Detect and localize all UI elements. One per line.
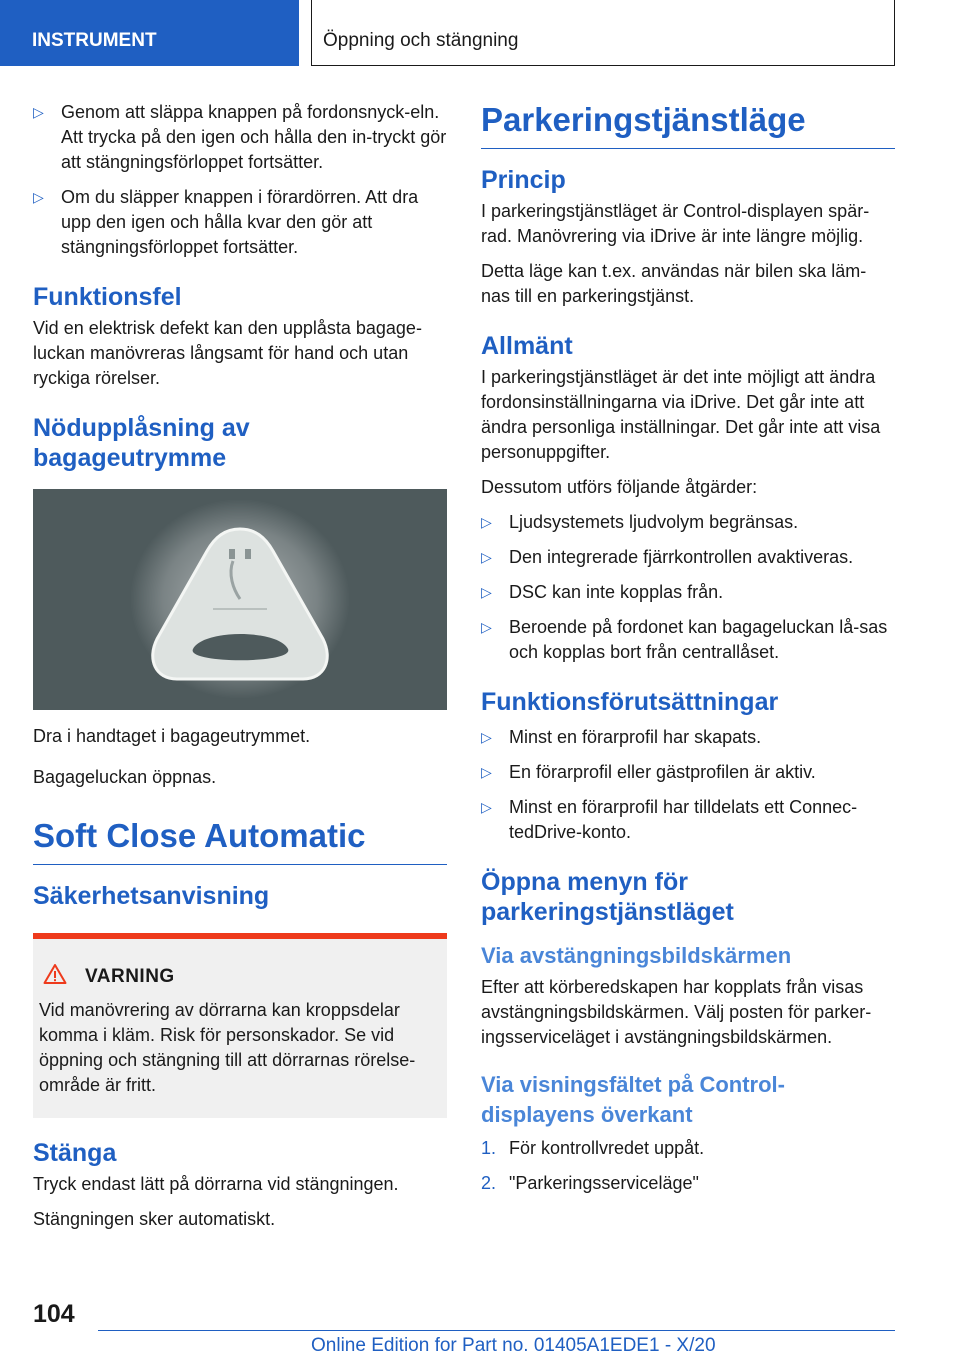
- bullet-triangle-icon: ▷: [33, 189, 44, 205]
- funktionsfel-text: Vid en elektrisk defekt kan den upplåsta bagage‐luckan manövreras långsamt för hand och utan ryckiga rörelser.: [33, 318, 422, 388]
- heading-via-avstangningsbildskarmen: Via avstängningsbildskärmen: [481, 943, 792, 968]
- princip-text-1: I parkeringstjänstläget är Control-displayen spär‐rad. Manövrering via iDrive är inte längre möjlig.: [481, 201, 870, 246]
- warning-header: [39, 963, 439, 990]
- via-avstangning-text: Efter att körberedskapen har kopplats från visas avstängningsbildskärmen. Välj posten för parker‐ingsserviceläget i avstängningsbildskärmen.: [481, 977, 872, 1047]
- nodupplasning-caption-2: Bagageluckan öppnas.: [33, 767, 217, 787]
- list-item-text: En förarprofil eller gästprofilen är aktiv.: [509, 762, 816, 782]
- right-column: [481, 100, 895, 1206]
- title-parkeringstjanstlage: Parkeringstjänstläge: [481, 100, 895, 149]
- footer-edition-text: Online Edition for Part no. 01405A1EDE1 - X/20: [311, 1335, 716, 1356]
- left-column: [33, 100, 447, 1242]
- chapter-title: Öppning och stängning: [323, 30, 519, 51]
- heading-via-visningsfaltet: Via visningsfältet på Control-displayens överkant: [481, 1072, 785, 1127]
- chapter-header: [311, 0, 895, 66]
- list-item: [33, 185, 447, 260]
- step-text: För kontrollvredet uppåt.: [509, 1138, 705, 1158]
- step-text: "Parkeringsserviceläge": [509, 1173, 699, 1193]
- allmant-text-1: I parkeringstjänstläget är det inte möjligt att ändra fordonsinställningarna via iDrive. Det går inte att ändra personliga inställningar. Det går inte att visa personuppgifter.: [481, 367, 881, 462]
- step-number: 1.: [481, 1138, 497, 1158]
- bullet-triangle-icon: ▷: [481, 619, 492, 635]
- nodupplasning-caption-1: Dra i handtaget i bagageutrymmet.: [33, 726, 311, 746]
- bullet-triangle-icon: ▷: [481, 799, 492, 815]
- bullet-triangle-icon: ▷: [481, 764, 492, 780]
- heading-nodupplasning: Nödupplåsning av bagageutrymme: [33, 414, 250, 472]
- heading-oppna-menyn: Öppna menyn för parkeringstjänstläget: [481, 868, 734, 926]
- bullet-triangle-icon: ▷: [481, 584, 492, 600]
- section-tab: [0, 0, 299, 66]
- page-number: 104: [33, 1300, 75, 1328]
- bullet-triangle-icon: ▷: [481, 729, 492, 745]
- list-item-text: Minst en förarprofil har tilldelats ett Connec‐tedDrive-konto.: [509, 797, 858, 842]
- step-number: 2.: [481, 1173, 497, 1193]
- warning-triangle-icon: [43, 963, 67, 990]
- list-item-text: Minst en förarprofil har skapats.: [509, 727, 762, 747]
- trunk-release-handle-image: [33, 489, 447, 710]
- list-item: [33, 100, 447, 175]
- list-item-text: Ljudsystemets ljudvolym begränsas.: [509, 512, 799, 532]
- list-item-text: Genom att släppa knappen på fordonsnyck‐eln. Att trycka på den igen och hålla den in‐tryckt gör att stängningsförloppet fortsätter.: [61, 102, 447, 172]
- trunk-handle-icon: [33, 489, 447, 710]
- list-item: [481, 580, 895, 605]
- list-item-text: Den integrerade fjärrkontrollen avaktiveras.: [509, 547, 854, 567]
- warning-label: VARNING: [85, 965, 175, 987]
- list-item-text: Beroende på fordonet kan bagageluckan lå‐sas och kopplas bort från centrallåset.: [509, 617, 888, 662]
- allmant-text-2: Dessutom utförs följande åtgärder:: [481, 477, 758, 497]
- title-soft-close: Soft Close Automatic: [33, 816, 447, 865]
- footer-divider: [98, 1330, 895, 1331]
- list-item-text: Om du släpper knappen i förardörren. Att dra upp den igen och hålla kvar den gör att stängningsförloppet fortsätter.: [61, 187, 419, 257]
- list-item: [481, 760, 895, 785]
- step-item: [481, 1171, 895, 1196]
- list-item-text: DSC kan inte kopplas från.: [509, 582, 724, 602]
- princip-text-2: Detta läge kan t.ex. användas när bilen ska läm‐nas till en parkeringstjänst.: [481, 261, 867, 306]
- stanga-text-1: Tryck endast lätt på dörrarna vid stängningen.: [33, 1174, 399, 1194]
- heading-funktionsforutsattningar: Funktionsförutsättningar: [481, 688, 779, 716]
- warning-box: [33, 933, 447, 1118]
- warning-text: Vid manövrering av dörrarna kan kroppsdelar komma i kläm. Risk för personskador. Se vid öppning och stängning till att dörrarnas rörelse‐område är fritt.: [39, 1000, 416, 1095]
- bullet-triangle-icon: ▷: [33, 104, 44, 120]
- bullet-triangle-icon: ▷: [481, 549, 492, 565]
- heading-princip: Princip: [481, 166, 566, 194]
- heading-stanga: Stänga: [33, 1139, 117, 1167]
- heading-sakerhetsanvisning: Säkerhetsanvisning: [33, 882, 270, 910]
- list-item: [481, 510, 895, 535]
- heading-funktionsfel: Funktionsfel: [33, 283, 182, 311]
- list-item: [481, 545, 895, 570]
- stanga-text-2: Stängningen sker automatiskt.: [33, 1209, 276, 1229]
- step-item: [481, 1136, 895, 1161]
- list-item: [481, 725, 895, 750]
- bullet-triangle-icon: ▷: [481, 514, 492, 530]
- heading-allmant: Allmänt: [481, 332, 573, 360]
- list-item: [481, 615, 895, 665]
- section-title: INSTRUMENT: [32, 30, 157, 51]
- list-item: [481, 795, 895, 845]
